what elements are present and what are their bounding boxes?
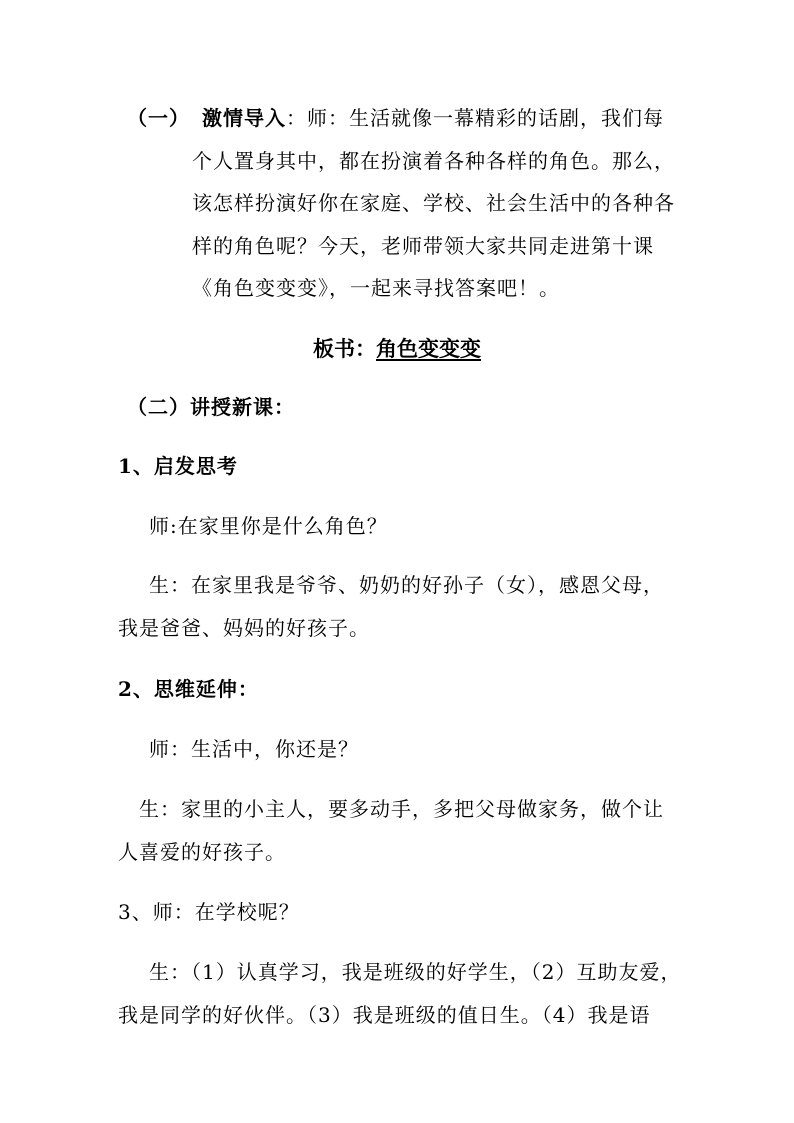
student-line: 生：在家里我是爷爷、奶奶的好孙子（女），感恩父母， — [149, 573, 664, 597]
student-line: 我是爸爸、妈妈的好孩子。 — [118, 616, 370, 640]
section-title-colon: ： — [286, 106, 307, 130]
student-line: 人喜爱的好孩子。 — [118, 840, 286, 864]
section-title: 激情导入 — [202, 106, 286, 130]
section-heading: （二）讲授新课： — [127, 395, 295, 419]
paragraph-line: 个人置身其中，都在扮演着各种各样的角色。那么， — [192, 149, 675, 173]
section-first-line — [202, 106, 664, 130]
board-label: 板书： — [313, 336, 376, 361]
board-title: 角色变变变 — [376, 336, 481, 361]
paragraph-line: 该怎样扮演好你在家庭、学校、社会生活中的各种各 — [192, 191, 675, 215]
student-line: 生：（1）认真学习，我是班级的好学生，（2）互助友爱， — [149, 960, 682, 984]
paragraph-line: 师：生活就像一幕精彩的话剧，我们每 — [307, 106, 664, 130]
board-heading — [0, 333, 794, 363]
student-line: 生：家里的小主人，要多动手，多把父母做家务，做个让 — [139, 797, 664, 821]
teacher-line: 师:在家里你是什么角色？ — [149, 514, 388, 538]
item-heading: 2、思维延伸： — [118, 677, 259, 701]
paragraph-line: 《角色变变变》，一起来寻找答案吧！。 — [192, 276, 560, 300]
item-heading: 1、启发思考 — [118, 454, 238, 478]
teacher-line: 师：生活中，你还是？ — [149, 737, 359, 761]
section-marker: （一） — [127, 106, 190, 130]
student-line: 我是同学的好伙伴。（3）我是班级的值日生。（4）我是语 — [118, 1003, 651, 1027]
paragraph-line: 样的角色呢？今天，老师带领大家共同走进第十课 — [192, 234, 654, 258]
item-heading: 3、师：在学校呢？ — [118, 900, 300, 924]
